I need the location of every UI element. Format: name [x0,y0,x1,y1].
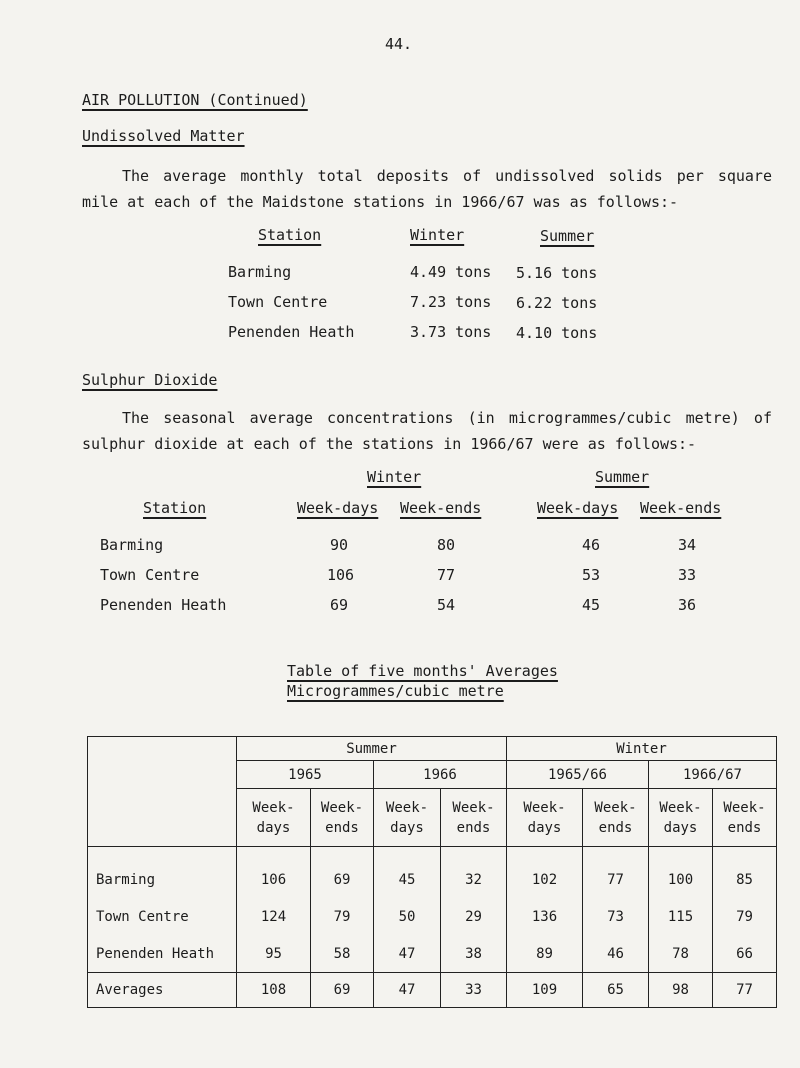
t2-winter-weekdays: 69 [330,596,349,614]
t2-winter-weekdays: 106 [327,566,355,584]
sulphur-title [82,371,217,389]
table-cell: 33 [441,973,507,1008]
table-cell: 46 [583,935,649,973]
t1-summer: 5.16 tons [516,264,598,282]
t2-header-summer [595,468,649,486]
t2-summer-weekdays: 46 [582,536,601,554]
sub-header-line1: Week- [252,799,295,816]
t2-winter-weekends: 80 [437,536,456,554]
table-cell: 47 [374,973,441,1008]
table-cell: 45 [374,847,441,899]
sub-header-line2: days [663,819,698,836]
table-cell: 106 [237,847,311,899]
table-row [88,847,777,899]
t2-header-winter-weekdays [297,499,378,517]
sub-header-line1: Week- [385,799,429,816]
sub-header [713,789,777,847]
year-header: 1965/66 [507,761,649,789]
sub-header-line2: days [256,819,291,836]
t1-summer: 6.22 tons [516,294,598,312]
sub-header-line2: ends [598,819,633,836]
section-heading-text: AIR POLLUTION (Continued) [82,91,308,109]
table-cell: 38 [441,935,507,973]
row-label: Penenden Heath [88,935,237,973]
t1-station: Barming [228,263,292,281]
t2-winter-weekends: 77 [437,566,456,584]
averages-subtitle [287,682,504,700]
table-cell: 29 [441,898,507,935]
averages-title [287,662,558,680]
table-cell: 58 [311,935,374,973]
t2-header-winter [367,468,421,486]
sub-header [237,789,311,847]
averages-table [87,736,777,1008]
t2-header-winter-weekdays-text: Week-days [297,499,379,517]
row-label: Averages [88,973,237,1008]
t2-summer-weekends: 34 [678,536,697,554]
season-header-winter: Winter [507,737,777,761]
averages-row [88,973,777,1008]
t1-station: Town Centre [228,293,328,311]
table-cell: 66 [713,935,777,973]
table-cell: 102 [507,847,583,899]
table-cell: 108 [237,973,311,1008]
table-cell: 100 [649,847,713,899]
t2-summer-weekdays: 45 [582,596,601,614]
table-row [88,935,777,973]
sub-header-line2: ends [456,819,491,836]
averages-subtitle-text: Microgrammes/cubic metre [287,682,504,700]
table-cell: 95 [237,935,311,973]
year-header: 1965 [237,761,374,789]
t1-header-summer [540,227,594,245]
t1-header-station [258,226,321,244]
t1-summer: 4.10 tons [516,324,598,342]
table-cell: 32 [441,847,507,899]
t2-header-station [143,499,206,517]
t2-header-summer-weekdays [537,499,618,517]
sub-header [649,789,713,847]
t2-header-winter-weekends [400,499,481,517]
t2-header-summer-weekdays-text: Week-days [537,499,619,517]
sub-header [311,789,374,847]
table-cell: 73 [583,898,649,935]
table-cell: 124 [237,898,311,935]
table-cell: 79 [311,898,374,935]
year-header: 1966 [374,761,507,789]
t2-station: Barming [100,536,164,554]
season-header-summer: Summer [237,737,507,761]
table-cell: 69 [311,847,374,899]
sub-header-line1: Week- [452,799,495,816]
t1-winter: 3.73 tons [410,323,492,341]
t2-winter-weekends: 54 [437,596,456,614]
t2-summer-weekends: 36 [678,596,697,614]
year-header: 1966/67 [649,761,777,789]
corner-cell [88,737,237,847]
sulphur-intro: The seasonal average concentrations (in microgrammes/cubic metre) of sulphur dioxide at each of the stations in 1966/67 were as follows:- [82,409,772,453]
table-cell: 47 [374,935,441,973]
row-label: Barming [88,847,237,899]
table-row [88,898,777,935]
page-number: 44. [385,35,413,53]
t2-header-winter-weekends-text: Week-ends [400,499,482,517]
t1-winter: 7.23 tons [410,293,492,311]
table-cell: 136 [507,898,583,935]
t2-station: Penenden Heath [100,596,227,614]
t2-header-station-text: Station [143,499,207,517]
t2-winter-weekdays: 90 [330,536,349,554]
table-cell: 50 [374,898,441,935]
t2-header-winter-text: Winter [367,468,422,486]
table-cell: 89 [507,935,583,973]
sub-header-line2: ends [325,819,359,836]
t2-header-summer-text: Summer [595,468,650,486]
t2-header-summer-weekends [640,499,721,517]
table-cell: 77 [583,847,649,899]
t1-header-winter-text: Winter [410,226,465,244]
t1-header-winter [410,226,464,244]
sub-header-line1: Week- [723,799,766,816]
table-cell: 115 [649,898,713,935]
sub-header-line1: Week- [659,799,702,816]
sub-header [507,789,583,847]
undissolved-intro: The average monthly total deposits of undissolved solids per square mile at each of the Maidstone stations in 1966/67 was as follows:- [82,167,772,211]
t1-station: Penenden Heath [228,323,355,341]
t2-summer-weekdays: 53 [582,566,601,584]
undissolved-title-text: Undissolved Matter [82,127,245,145]
sub-header-line1: Week- [594,799,637,816]
averages-title-text: Table of five months' Averages [287,662,558,680]
t2-station: Town Centre [100,566,200,584]
table-cell: 98 [649,973,713,1008]
table-cell: 78 [649,935,713,973]
table-cell: 65 [583,973,649,1008]
table-cell: 109 [507,973,583,1008]
sub-header-line1: Week- [523,799,566,816]
t2-summer-weekends: 33 [678,566,697,584]
t2-header-summer-weekends-text: Week-ends [640,499,722,517]
sub-header [441,789,507,847]
table-cell: 77 [713,973,777,1008]
sub-header-line2: days [390,819,424,836]
section-heading [82,91,308,109]
sulphur-title-text: Sulphur Dioxide [82,371,218,389]
sub-header-line2: days [527,819,562,836]
table-cell: 85 [713,847,777,899]
undissolved-title [82,127,245,145]
sub-header-line2: ends [727,819,762,836]
sub-header [374,789,441,847]
t1-winter: 4.49 tons [410,263,492,281]
sub-header-line1: Week- [320,799,364,816]
row-label: Town Centre [88,898,237,935]
table-cell: 79 [713,898,777,935]
table-cell: 69 [311,973,374,1008]
t1-header-summer-text: Summer [540,227,595,245]
t1-header-station-text: Station [258,226,322,244]
sub-header [583,789,649,847]
